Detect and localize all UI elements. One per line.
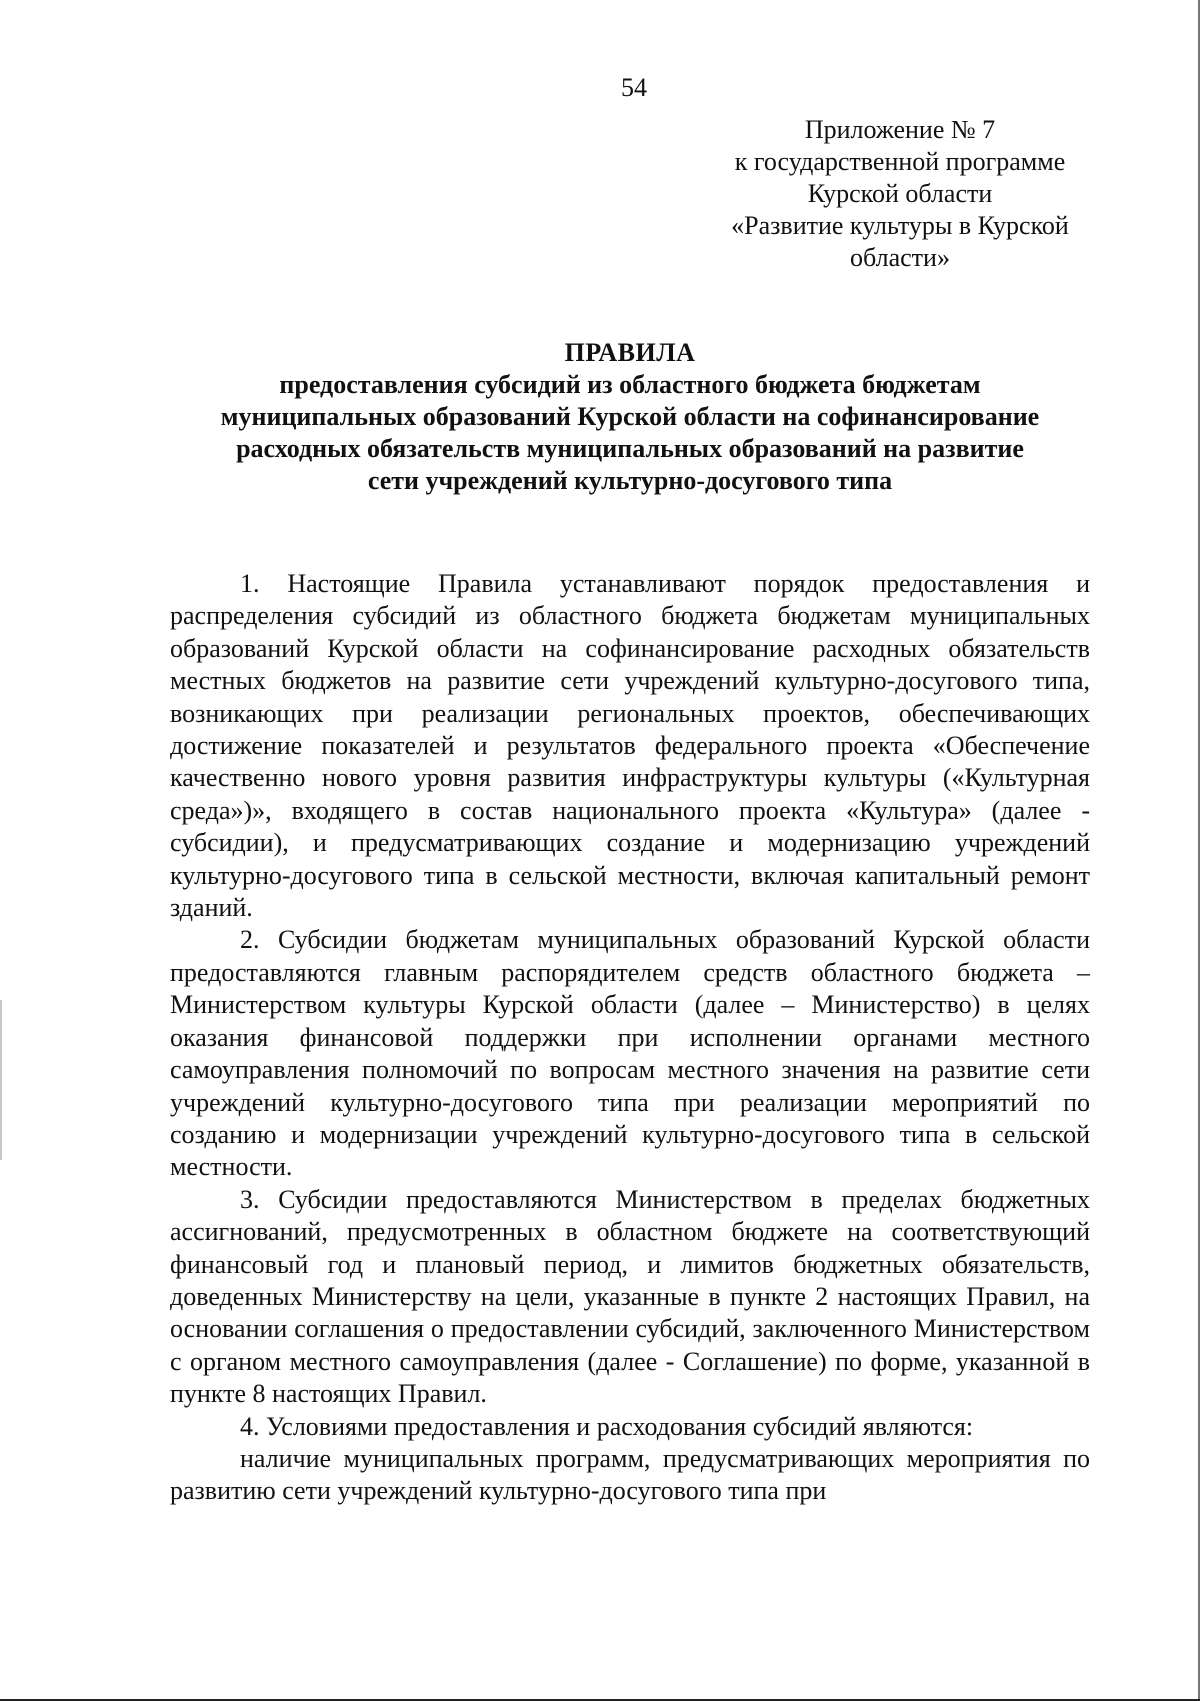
appendix-line: Приложение № 7 [804, 115, 996, 144]
paragraph-1: 1. Настоящие Правила устанавливают порядок предоставления и распределения субсидий из областного бюджета бюджетам муниципальных образований Курской области на софинансирование расходных обязательств местных бюджетов на развитие сети учреждений культурно-досугового типа, возникающих при реализации региональных проектов, обеспечивающих достижение показателей и результатов федерального проекта «Обеспечение качественно нового уровня развития инфраструктуры культуры («Культурная среда»)», входящего в состав национального проекта «Культура» (далее - субсидии), и предусматривающих создание и модернизацию учреждений культурно-досугового типа в сельской местности, включая капитальный ремонт зданий. [170, 569, 1090, 923]
paragraph-4-item: наличие муниципальных программ, предусматривающих мероприятия по развитию сети учреждений культурно-досугового типа при [170, 1443, 1090, 1506]
scan-edge-mark [0, 1000, 2, 1160]
appendix-line: Курской области [807, 179, 993, 208]
document-title-block [160, 337, 1100, 497]
appendix-line: «Развитие культуры в Курской [731, 211, 1069, 240]
subtitle-line: сети учреждений культурно-досугового типа [367, 466, 893, 495]
subtitle-line: расходных обязательств муниципальных образований на развитие [236, 434, 1024, 463]
document-subtitle [160, 369, 1100, 497]
appendix-line: области» [850, 243, 950, 272]
document-title: ПРАВИЛА [564, 338, 696, 367]
appendix-header [700, 114, 1100, 274]
paragraph-2: 2. Субсидии бюджетам муниципальных образований Курской области предоставляются главным распорядителем средств областного бюджета – Министерством культуры Курской области (далее – Министерство) в целях оказания финансовой поддержки при исполнении органами местного самоуправления полномочий по вопросам местного значения на развитие сети учреждений культурно-досугового типа при реализации мероприятий по созданию и модернизации учреждений культурно-досугового типа в сельской местности. [170, 925, 1090, 1182]
page-number: 54 [621, 73, 647, 102]
paragraph-4: 4. Условиями предоставления и расходования субсидий являются: [240, 1411, 974, 1441]
appendix-line: к государственной программе [734, 147, 1066, 176]
subtitle-line: муниципальных образований Курской области на софинансирование [220, 402, 1040, 431]
subtitle-line: предоставления субсидий из областного бюджета бюджетам [279, 370, 981, 399]
document-body [170, 568, 1090, 1508]
paragraph-3: 3. Субсидии предоставляются Министерством в пределах бюджетных ассигнований, предусмотренных в областном бюджете на соответствующий финансовый год и плановый период, и лимитов бюджетных обязательств, доведенных Министерству на цели, указанные в пункте 2 настоящих Правил, на основании соглашения о предоставлении субсидий, заключенного Министерством с органом местного самоуправления (далее - Соглашение) по форме, указанной в пункте 8 настоящих Правил. [170, 1184, 1090, 1409]
